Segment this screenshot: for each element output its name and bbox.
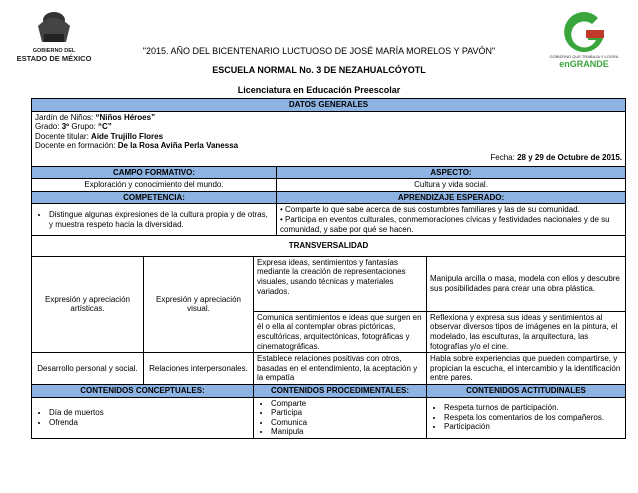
transv-competencia-1b: Comunica sentimientos e ideas que surgen en él o ella al contemplar obras pictóricas, escultóricas, arquitectónicas, fotográficas y cinematográficas. <box>254 311 427 352</box>
datos-generales-row <box>32 111 626 166</box>
left-logo-line-2: ESTADO DE MÉXICO <box>16 54 92 63</box>
procedimentales-cell <box>254 397 427 438</box>
actitudinales-list <box>430 403 622 432</box>
datos-generales-cell <box>32 111 626 166</box>
list-item: • Participa <box>271 408 423 418</box>
procedimentales-list <box>257 399 423 437</box>
competencia-list <box>35 210 273 229</box>
right-logo-line-1: GOBIERNO QUE TRABAJA Y LOGRA <box>549 54 619 59</box>
aprendizaje-item-2: • Participa en eventos culturales, conmemoraciones cívicas y festividades nacionales y de su comunidad, y sabe por qué se hacen. <box>280 214 610 234</box>
transv-campo-2: Desarrollo personal y social. <box>32 353 144 385</box>
list-item: • Respeta los comentarios de los compañeros. <box>444 413 622 423</box>
list-item: • Comparte <box>271 399 423 409</box>
g-logo-icon <box>538 8 630 70</box>
engrande-logo <box>538 8 630 70</box>
contenidos-value-row <box>32 397 626 438</box>
aprendizaje-item-1: • Comparte lo que sabe acerca de sus costumbres familiares y las de su comunidad. <box>280 205 580 215</box>
header-line-2: ESCUELA NORMAL No. 3 DE NEZAHUALCÓYOTL <box>212 65 426 75</box>
transversalidad-row-2 <box>32 353 626 385</box>
aprendizaje-header: APRENDIZAJE ESPERADO: <box>277 191 626 204</box>
document-header <box>0 0 638 98</box>
left-logo-line-1: GOBIERNO DEL <box>32 48 76 54</box>
list-item: • Ofrenda <box>49 418 250 428</box>
transv-campo-1: Expresión y apreciación artísticas. <box>32 256 144 352</box>
aspecto-value: Cultura y vida social. <box>277 179 626 192</box>
jardin-line: Jardín de Niños: “Niños Héroes” <box>35 112 156 122</box>
conceptuales-header: CONTENIDOS CONCEPTUALES: <box>32 384 254 397</box>
aprendizaje-cell <box>277 204 626 236</box>
campo-value-row <box>32 179 626 192</box>
contenidos-header-row <box>32 384 626 397</box>
estado-de-mexico-logo <box>8 6 100 68</box>
header-line-3: Licenciatura en Educación Preescolar <box>237 85 401 95</box>
header-line-1: "2015. AÑO DEL BICENTENARIO LUCTUOSO DE JOSÉ MARÍA MORELOS Y PAVÓN" <box>142 46 496 56</box>
conceptuales-cell <box>32 397 254 438</box>
transv-competencia-1a: Expresa ideas, sentimientos y fantasías mediante la creación de representaciones visuales, usando técnicas y materiales variados. <box>254 256 427 311</box>
transv-aprendizaje-1b: Reflexiona y expresa sus ideas y sentimientos al observar diversos tipos de imágenes en la pintura, el modelado, las esculturas, la arquitectura, las fotografías y/o el cine. <box>427 311 626 352</box>
transversalidad-row-1a <box>32 256 626 311</box>
datos-generales-header-row <box>32 99 626 112</box>
campo-formativo-header: CAMPO FORMATIVO: <box>32 166 277 179</box>
actitudinales-header: CONTENIDOS ACTITUDINALES <box>427 384 626 397</box>
competencia-item: • Distingue algunas expresiones de la cultura propia y de otras, y muestra respeto hacia la diversidad. <box>49 210 273 229</box>
list-item: • Comunica <box>271 418 423 428</box>
campo-header-row <box>32 166 626 179</box>
competencia-header-row <box>32 191 626 204</box>
competencia-header: COMPETENCIA: <box>32 191 277 204</box>
transversalidad-header-row <box>32 236 626 257</box>
transv-competencia-2: Establece relaciones positivas con otros, basadas en el entendimiento, la aceptación y la empatía <box>254 353 427 385</box>
transv-aprendizaje-1a: Manipula arcilla o masa, modela con ellos y descubre sus posibilidades para crear una obra plástica. <box>427 256 626 311</box>
competencia-cell <box>32 204 277 236</box>
planning-table <box>31 98 626 439</box>
list-item: • Manipula <box>271 427 423 437</box>
transv-aprendizaje-2: Habla sobre experiencias que pueden compartirse, y propician la escucha, el intercambio y la identificación entre pares. <box>427 353 626 385</box>
transv-aspecto-2: Relaciones interpersonales. <box>144 353 254 385</box>
actitudinales-cell <box>427 397 626 438</box>
formacion-line: Docente en formación: De la Rosa Aviña Perla Vanessa <box>35 141 239 151</box>
titular-line: Docente titular: Aide Trujillo Flores <box>35 131 164 141</box>
list-item: • Respeta turnos de participación. <box>444 403 622 413</box>
procedimentales-header: CONTENIDOS PROCEDIMENTALES: <box>254 384 427 397</box>
competencia-value-row <box>32 204 626 236</box>
list-item: • Día de muertos <box>49 408 250 418</box>
transv-aspecto-1: Expresión y apreciación visual. <box>144 256 254 352</box>
conceptuales-list <box>35 408 250 427</box>
right-logo-line-2: enGRANDE <box>559 59 609 69</box>
grado-line: Grado: 3º Grupo: “C” <box>35 122 112 132</box>
campo-formativo-value: Exploración y conocimiento del mundo. <box>32 179 277 192</box>
list-item: • Participación <box>444 422 622 432</box>
coat-of-arms-icon <box>8 6 100 68</box>
fecha-line: Fecha: 28 y 29 de Octubre de 2015. <box>490 152 623 162</box>
datos-generales-title: DATOS GENERALES <box>32 99 626 112</box>
aspecto-header: ASPECTO: <box>277 166 626 179</box>
transversalidad-title: TRANSVERSALIDAD <box>32 236 626 257</box>
